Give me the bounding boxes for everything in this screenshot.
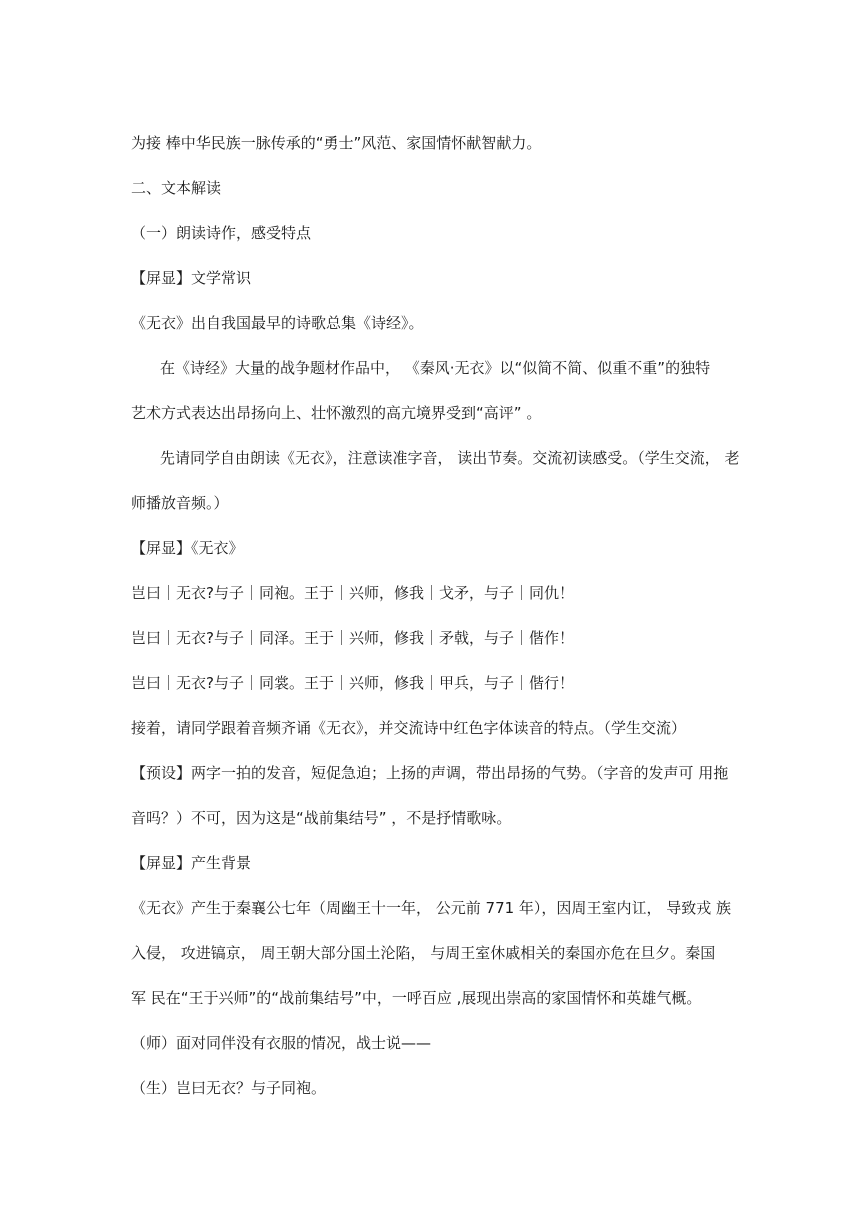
- paragraph-line: 【预设】两字一拍的发音，短促急迫；上扬的声调，带出昂扬的气势。（字音的发声可 用拖: [131, 764, 729, 782]
- paragraph-line: 军 民在“王于兴师”的“战前集结号”中，一呼百应 ,展现出崇高的家国情怀和英雄气概。: [131, 989, 702, 1007]
- poem-line: 岂曰｜无衣?与子｜同袍。王于｜兴师，修我｜戈矛，与子｜同仇！: [131, 584, 574, 602]
- paragraph-line: 艺术方式表达出昂扬向上、壮怀激烈的高亢境界受到“高评” 。: [131, 404, 542, 422]
- paragraph-line: 为接 棒中华民族一脉传承的“勇士”风范、家国情怀献智献力。: [131, 134, 542, 152]
- paragraph-line: （师）面对同伴没有衣服的情况，战士说——: [131, 1034, 432, 1052]
- subsection-heading: （一）朗读诗作，感受特点: [131, 224, 312, 242]
- poem-line: 岂曰｜无衣?与子｜同裳。王于｜兴师，修我｜甲兵，与子｜偕行！: [131, 674, 574, 692]
- paragraph-line: 《无衣》产生于秦襄公七年（周幽王十一年， 公元前 771 年），因周王室内讧， 导致戎 族: [131, 899, 731, 917]
- paragraph-line: 在《诗经》大量的战争题材作品中， 《秦风·无衣》以“似简不简、似重不重”的独特: [160, 359, 711, 377]
- paragraph-line: 《无衣》出自我国最早的诗歌总集《诗经》。: [131, 314, 424, 332]
- paragraph-line: （生）岂曰无衣？与子同袍。: [131, 1079, 327, 1097]
- paragraph-line: 音吗？）不可，因为这是“战前集结号” ，不是抒情歌咏。: [131, 809, 512, 827]
- screen-label: 【屏显】文学常识: [131, 269, 252, 287]
- paragraph-line: 入侵， 攻进镐京， 周王朝大部分国土沦陷， 与周王室休戚相关的秦国亦危在旦夕。秦国: [131, 944, 716, 962]
- paragraph-line: 先请同学自由朗读《无衣》，注意读准字音， 读出节奏。交流初读感受。（学生交流， 老: [160, 449, 740, 467]
- screen-label: 【屏显】《无衣》: [131, 539, 244, 557]
- paragraph-line: 接着，请同学跟着音频齐诵《无衣》，并交流诗中红色字体读音的特点。（学生交流）: [131, 719, 687, 737]
- section-heading: 二、文本解读: [131, 179, 222, 197]
- paragraph-line: 师播放音频。）: [131, 494, 229, 512]
- screen-label: 【屏显】产生背景: [131, 854, 252, 872]
- poem-line: 岂曰｜无衣?与子｜同泽。王于｜兴师，修我｜矛戟，与子｜偕作！: [131, 629, 574, 647]
